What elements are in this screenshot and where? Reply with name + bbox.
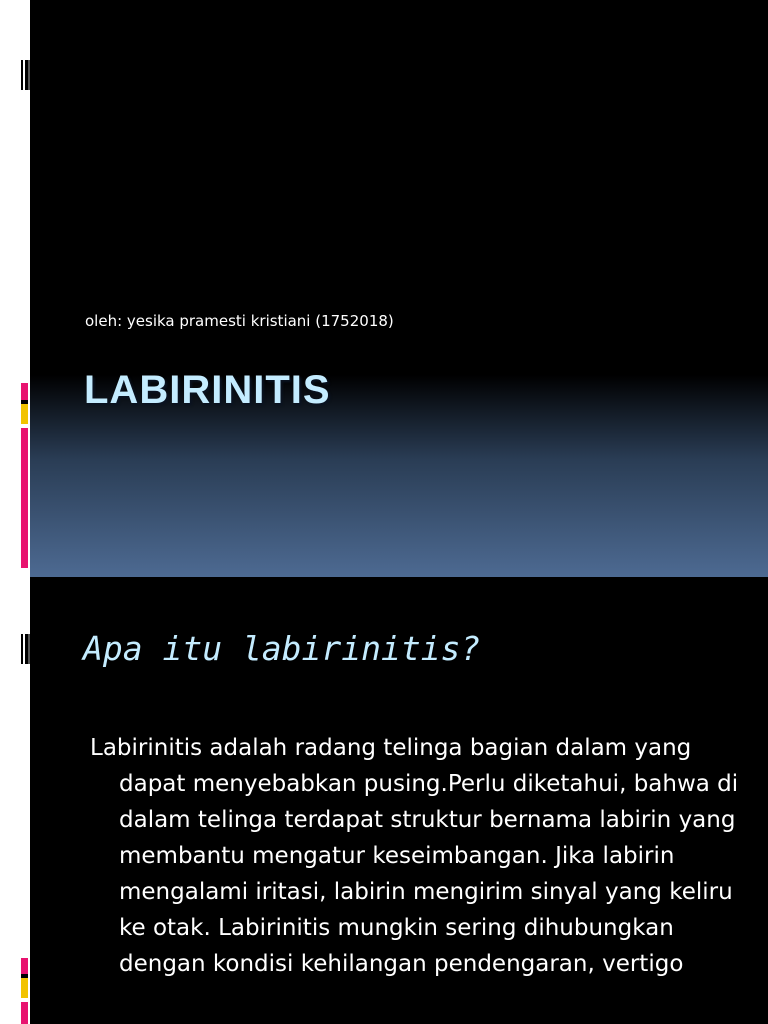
- accent-bar-pink-long: [21, 428, 28, 568]
- slide-marker-icon: [18, 60, 30, 90]
- accent-bar-pink-long: [21, 1002, 28, 1024]
- slide-heading: Apa itu labirinitis?: [83, 629, 481, 668]
- accent-bar-yellow: [21, 404, 28, 424]
- slide-body-text: Labirinitis adalah radang telinga bagian dalam yang dapat menyebabkan pusing.Perlu diketahui, bahwa di dalam telinga terdapat struktur bernama labirin yang membantu mengatur keseimbangan. Jika labirin mengalami iritasi, labirin mengirim sinyal yang keliru ke otak. Labirinitis mungkin sering dihubungkan dengan kondisi kehilangan pendengaran, vertigo: [90, 735, 739, 977]
- accent-bar-pink: [21, 383, 28, 400]
- accent-bar-yellow: [21, 978, 28, 998]
- accent-bar-pink: [21, 958, 28, 974]
- slide-2[interactable]: [30, 577, 768, 1024]
- slide-1[interactable]: [30, 0, 768, 577]
- slide-title: LABIRINITIS: [84, 368, 331, 412]
- slide-marker-icon: [18, 634, 30, 664]
- author-line: oleh: yesika pramesti kristiani (1752018): [85, 312, 394, 330]
